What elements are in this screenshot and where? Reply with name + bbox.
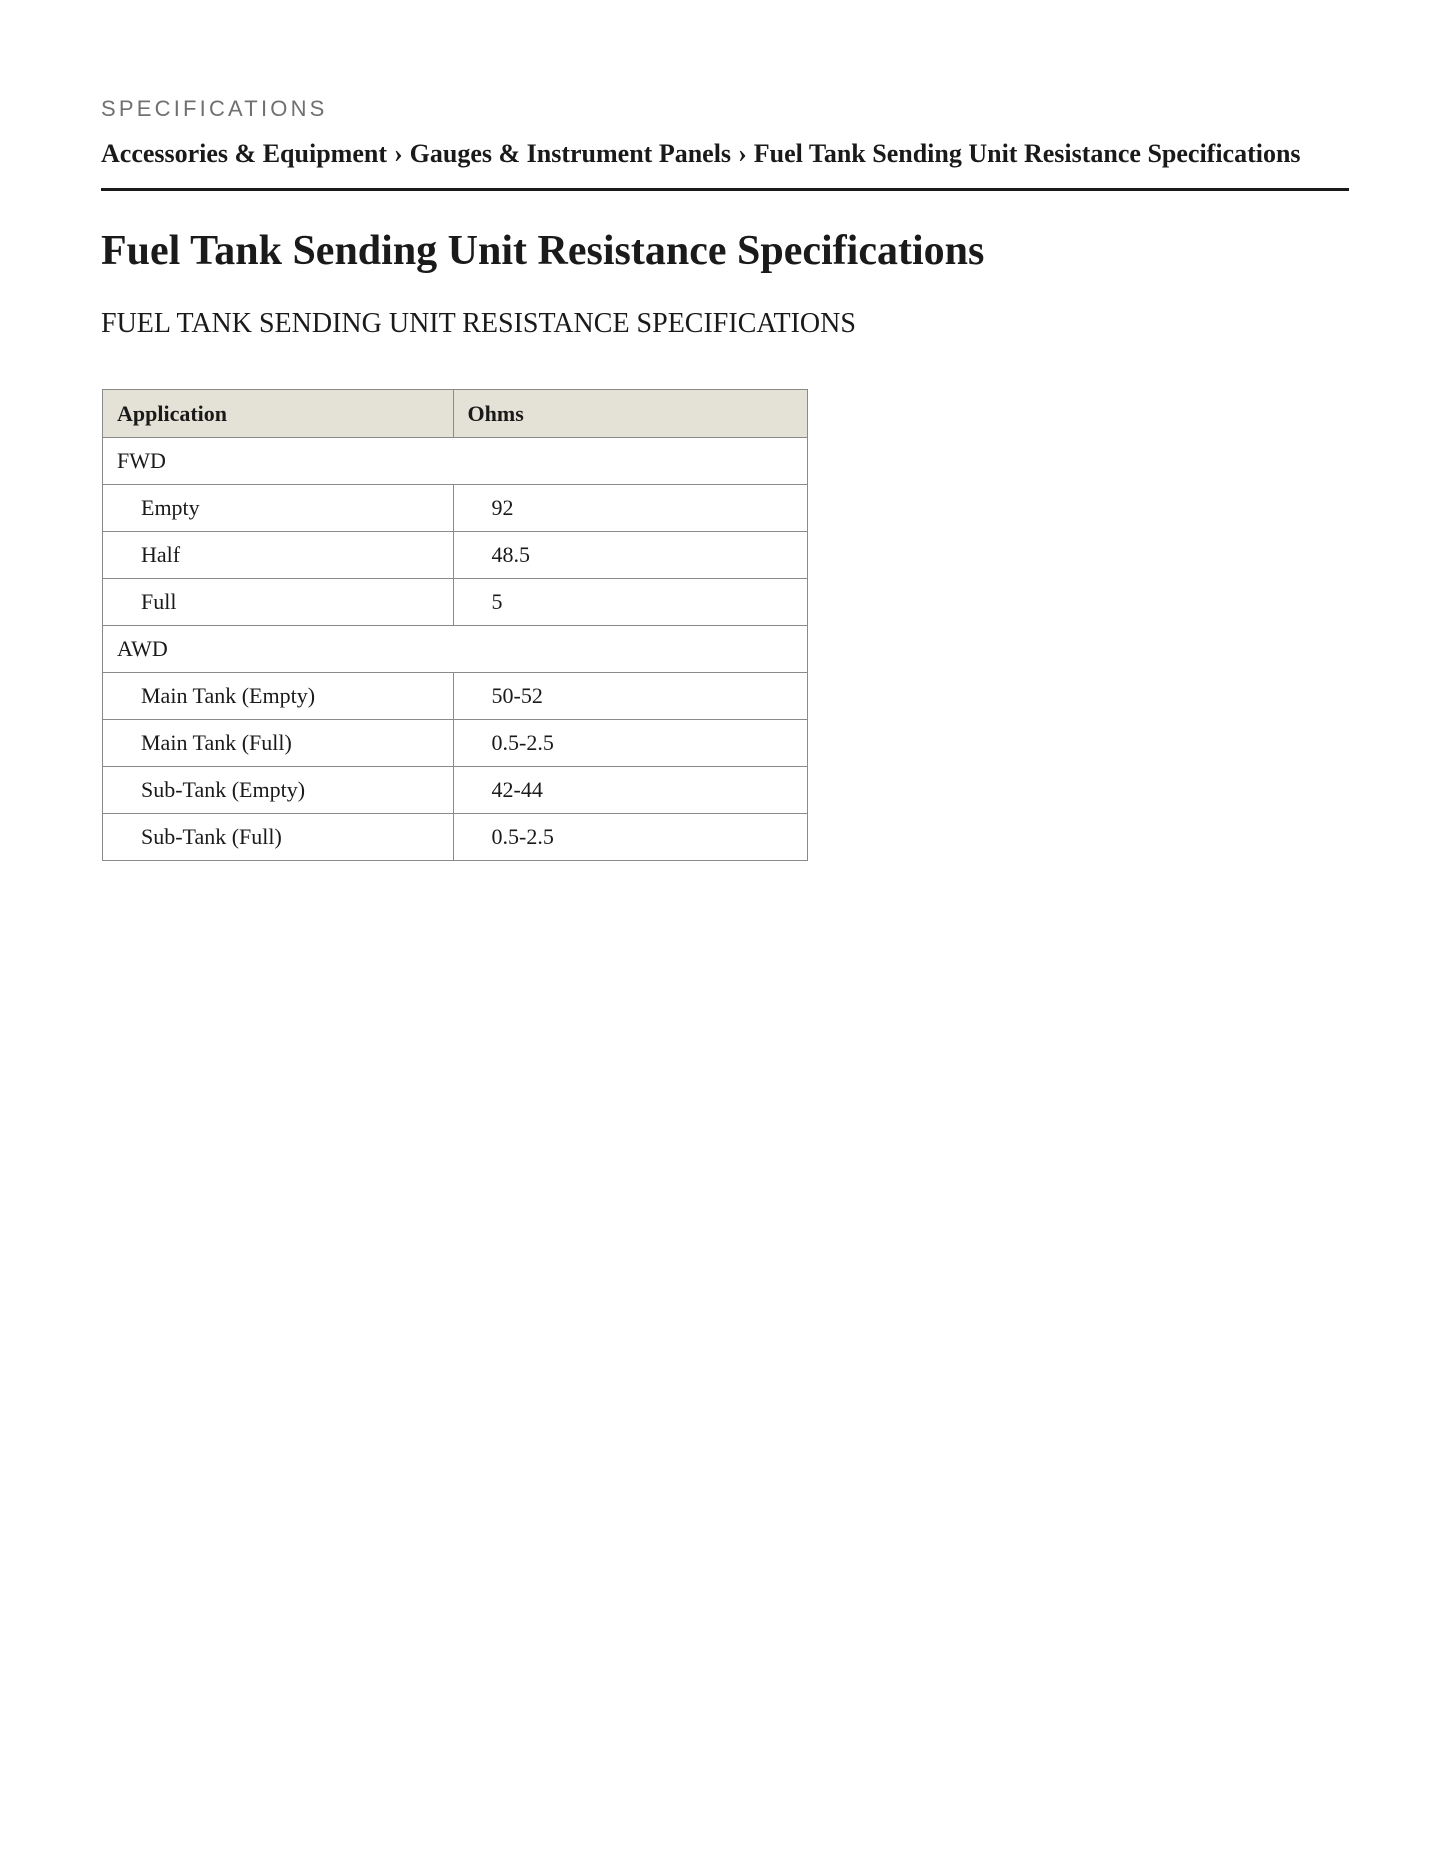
group-label: AWD bbox=[103, 626, 808, 673]
table-row bbox=[103, 767, 808, 814]
breadcrumb-separator: › bbox=[738, 139, 747, 168]
ohms-cell: 5 bbox=[453, 579, 807, 626]
table-row bbox=[103, 814, 808, 861]
table-header-row bbox=[103, 390, 808, 438]
group-row-awd bbox=[103, 626, 808, 673]
application-cell: Sub-Tank (Empty) bbox=[103, 767, 454, 814]
table-caption: FUEL TANK SENDING UNIT RESISTANCE SPECIFICATIONS bbox=[101, 308, 856, 339]
group-row-fwd bbox=[103, 438, 808, 485]
spec-table bbox=[102, 389, 808, 861]
table-row bbox=[103, 673, 808, 720]
table-row bbox=[103, 579, 808, 626]
application-cell: Sub-Tank (Full) bbox=[103, 814, 454, 861]
header-divider bbox=[101, 188, 1349, 191]
column-header-ohms: Ohms bbox=[453, 390, 807, 438]
table-row bbox=[103, 720, 808, 767]
application-cell: Empty bbox=[103, 485, 454, 532]
group-label: FWD bbox=[103, 438, 808, 485]
section-label: SPECIFICATIONS bbox=[101, 96, 328, 121]
ohms-cell: 0.5-2.5 bbox=[453, 814, 807, 861]
breadcrumb-item-accessories[interactable]: Accessories & Equipment bbox=[101, 139, 387, 168]
breadcrumb-item-current: Fuel Tank Sending Unit Resistance Specifications bbox=[753, 139, 1301, 168]
ohms-cell: 0.5-2.5 bbox=[453, 720, 807, 767]
table-row bbox=[103, 532, 808, 579]
ohms-cell: 50-52 bbox=[453, 673, 807, 720]
page-title: Fuel Tank Sending Unit Resistance Specifications bbox=[101, 228, 985, 274]
application-cell: Main Tank (Empty) bbox=[103, 673, 454, 720]
breadcrumb-separator: › bbox=[393, 139, 403, 168]
table-row bbox=[103, 485, 808, 532]
breadcrumb-item-gauges[interactable]: Gauges & Instrument Panels bbox=[409, 139, 732, 168]
application-cell: Half bbox=[103, 532, 454, 579]
breadcrumb bbox=[101, 139, 1301, 169]
ohms-cell: 92 bbox=[453, 485, 807, 532]
application-cell: Main Tank (Full) bbox=[103, 720, 454, 767]
column-header-application: Application bbox=[103, 390, 454, 438]
application-cell: Full bbox=[103, 579, 454, 626]
ohms-cell: 48.5 bbox=[453, 532, 807, 579]
ohms-cell: 42-44 bbox=[453, 767, 807, 814]
